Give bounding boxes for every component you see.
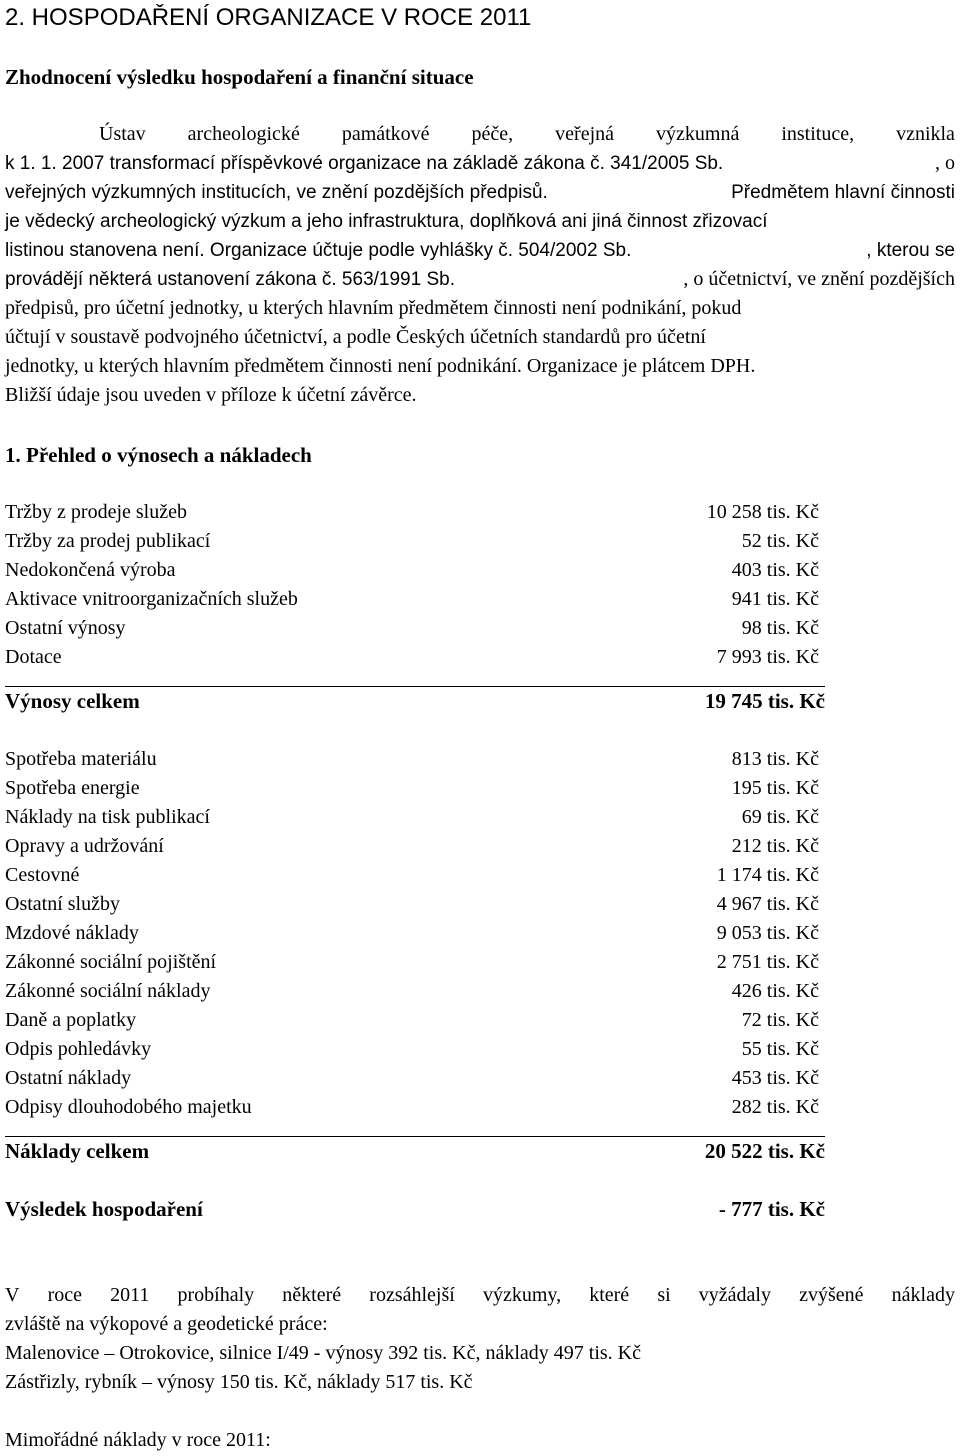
row-value: 1 174 tis. Kč bbox=[716, 864, 819, 886]
row-value: 98 tis. Kč bbox=[741, 617, 819, 639]
closing-word: 2011 bbox=[110, 1284, 150, 1306]
row-label: Opravy a udržování bbox=[5, 835, 164, 857]
row-label: Ostatní náklady bbox=[5, 1067, 132, 1089]
intro-line-5 bbox=[5, 236, 955, 265]
intro-text: , o bbox=[935, 152, 955, 174]
closing-word: výzkumy, bbox=[482, 1284, 562, 1306]
row-label: Spotřeba energie bbox=[5, 777, 140, 799]
row-value: 403 tis. Kč bbox=[731, 559, 819, 581]
row-value: 941 tis. Kč bbox=[731, 588, 819, 610]
table-row bbox=[5, 977, 825, 1006]
table-row bbox=[5, 890, 825, 919]
closing-word: roce bbox=[47, 1284, 82, 1306]
intro-text: , o účetnictví, ve znění pozdějších bbox=[683, 268, 955, 290]
row-label: Náklady celkem bbox=[5, 1139, 150, 1163]
closing-word: které bbox=[589, 1284, 630, 1306]
row-label: Daně a poplatky bbox=[5, 1009, 137, 1031]
closing-text: Mimořádné náklady v roce 2011: bbox=[5, 1429, 271, 1451]
row-label: Cestovné bbox=[5, 864, 80, 886]
row-value: 9 053 tis. Kč bbox=[716, 922, 819, 944]
costs-total-row bbox=[5, 1137, 825, 1166]
intro-text: předpisů, pro účetní jednotky, u kterých hlavním předmětem činnosti není podnikání, pokud bbox=[5, 297, 742, 319]
table-row bbox=[5, 556, 825, 585]
intro-word: Ústav bbox=[99, 123, 146, 145]
closing-word: vyžádaly bbox=[698, 1284, 771, 1306]
row-value: 2 751 tis. Kč bbox=[716, 951, 819, 973]
row-label: Dotace bbox=[5, 646, 62, 668]
row-label: Zákonné sociální pojištění bbox=[5, 951, 217, 973]
closing-line-4 bbox=[5, 1368, 955, 1397]
intro-text: jednotky, u kterých hlavním předmětem činnosti není podnikání. Organizace je plátcem DPH. bbox=[5, 355, 756, 377]
overview-title: 1. Přehled o výnosech a nákladech bbox=[5, 443, 312, 467]
intro-word: vznikla bbox=[896, 123, 955, 145]
intro-word: archeologické bbox=[187, 123, 300, 145]
row-label: Zákonné sociální náklady bbox=[5, 980, 211, 1002]
intro-text: Předmětem hlavní činnosti bbox=[731, 182, 955, 203]
intro-text: listinou stanovena není. Organizace účtuje podle vyhlášky č. 504/2002 Sb. bbox=[5, 240, 632, 261]
row-label: Ostatní výnosy bbox=[5, 617, 126, 639]
closing-line-2 bbox=[5, 1310, 955, 1339]
table-row bbox=[5, 861, 825, 890]
row-label: Odpis pohledávky bbox=[5, 1038, 152, 1060]
closing-word: některé bbox=[282, 1284, 342, 1306]
row-label: Odpisy dlouhodobého majetku bbox=[5, 1096, 252, 1118]
row-value: 55 tis. Kč bbox=[741, 1038, 819, 1060]
table-row bbox=[5, 1064, 825, 1093]
intro-text: účtují v soustavě podvojného účetnictví, a podle Českých účetních standardů pro účetní bbox=[5, 326, 706, 348]
row-value: 195 tis. Kč bbox=[731, 777, 819, 799]
intro-line-1 bbox=[5, 120, 955, 149]
table-row bbox=[5, 643, 825, 672]
row-label: Nedokončená výroba bbox=[5, 559, 176, 581]
intro-line-6 bbox=[5, 265, 955, 294]
row-label: Spotřeba materiálu bbox=[5, 748, 157, 770]
row-label: Tržby za prodej publikací bbox=[5, 530, 211, 552]
intro-paragraph bbox=[5, 120, 955, 410]
closing-text: zvláště na výkopové a geodetické práce: bbox=[5, 1313, 328, 1335]
intro-text: provádějí některá ustanovení zákona č. 563/1991 Sb. bbox=[5, 269, 455, 290]
table-row bbox=[5, 1093, 825, 1122]
closing-word: probíhaly bbox=[177, 1284, 255, 1306]
table-row bbox=[5, 1035, 825, 1064]
intro-line-3 bbox=[5, 178, 955, 207]
intro-line-7 bbox=[5, 294, 955, 323]
revenue-cost-table bbox=[5, 498, 825, 1224]
intro-text: je vědecký archeologický výzkum a jeho infrastruktura, doplňková ani jiná činnost zřizovací bbox=[5, 211, 768, 232]
row-value: 212 tis. Kč bbox=[731, 835, 819, 857]
closing-word: V bbox=[5, 1284, 20, 1306]
closing-line-3 bbox=[5, 1339, 955, 1368]
intro-text: veřejných výzkumných institucích, ve znění pozdějších předpisů. bbox=[5, 182, 548, 203]
intro-line-10 bbox=[5, 381, 955, 410]
intro-text: , kterou se bbox=[866, 240, 955, 261]
closing-line-5 bbox=[5, 1426, 955, 1455]
row-label: Výsledek hospodaření bbox=[5, 1197, 203, 1221]
section-subheading: Zhodnocení výsledku hospodaření a finanční situace bbox=[5, 65, 474, 89]
row-label: Aktivace vnitroorganizačních služeb bbox=[5, 588, 298, 610]
intro-word: veřejná bbox=[555, 123, 615, 145]
intro-word: péče, bbox=[471, 123, 514, 145]
row-value: 813 tis. Kč bbox=[731, 748, 819, 770]
closing-word: si bbox=[657, 1284, 671, 1306]
intro-line-4 bbox=[5, 207, 955, 236]
row-label: Náklady na tisk publikací bbox=[5, 806, 210, 828]
row-label: Mzdové náklady bbox=[5, 922, 139, 944]
table-row bbox=[5, 919, 825, 948]
closing-word: rozsáhlejší bbox=[369, 1284, 455, 1306]
closing-text: Zástřizly, rybník – výnosy 150 tis. Kč, náklady 517 tis. Kč bbox=[5, 1371, 473, 1393]
row-value: 69 tis. Kč bbox=[741, 806, 819, 828]
intro-text: k 1. 1. 2007 transformací příspěvkové organizace na základě zákona č. 341/2005 Sb. bbox=[5, 153, 724, 174]
row-value: 19 745 tis. Kč bbox=[704, 689, 825, 713]
table-row bbox=[5, 585, 825, 614]
table-row bbox=[5, 1006, 825, 1035]
spacer bbox=[5, 1166, 825, 1195]
intro-word: výzkumná bbox=[656, 123, 740, 145]
closing-line-1 bbox=[5, 1281, 955, 1310]
row-label: Výnosy celkem bbox=[5, 689, 140, 713]
closing-word: náklady bbox=[891, 1284, 955, 1306]
table-row bbox=[5, 745, 825, 774]
row-value: 10 258 tis. Kč bbox=[706, 501, 819, 523]
closing-text: Malenovice – Otrokovice, silnice I/49 - výnosy 392 tis. Kč, náklady 497 tis. Kč bbox=[5, 1342, 641, 1364]
row-label: Ostatní služby bbox=[5, 893, 120, 915]
row-value: - 777 tis. Kč bbox=[718, 1197, 825, 1221]
chapter-heading: 2. HOSPODAŘENÍ ORGANIZACE V ROCE 2011 bbox=[5, 4, 532, 31]
table-row bbox=[5, 803, 825, 832]
closing-word: zvýšené bbox=[799, 1284, 864, 1306]
spacer bbox=[5, 1397, 955, 1426]
intro-line-8 bbox=[5, 323, 955, 352]
row-label: Tržby z prodeje služeb bbox=[5, 501, 187, 523]
row-value: 7 993 tis. Kč bbox=[716, 646, 819, 668]
row-value: 453 tis. Kč bbox=[731, 1067, 819, 1089]
intro-word: památkové bbox=[341, 123, 430, 145]
table-row bbox=[5, 498, 825, 527]
revenues-total-row bbox=[5, 687, 825, 716]
result-row bbox=[5, 1195, 825, 1224]
row-value: 4 967 tis. Kč bbox=[716, 893, 819, 915]
table-row bbox=[5, 774, 825, 803]
table-row bbox=[5, 948, 825, 977]
spacer bbox=[5, 716, 825, 745]
intro-word: instituce, bbox=[781, 123, 855, 145]
intro-line-9 bbox=[5, 352, 955, 381]
closing-paragraph bbox=[5, 1281, 955, 1455]
intro-text: Bližší údaje jsou uveden v příloze k účetní závěrce. bbox=[5, 384, 417, 406]
row-value: 282 tis. Kč bbox=[731, 1096, 819, 1118]
table-row bbox=[5, 527, 825, 556]
table-row bbox=[5, 614, 825, 643]
row-value: 52 tis. Kč bbox=[741, 530, 819, 552]
table-row bbox=[5, 832, 825, 861]
row-value: 426 tis. Kč bbox=[731, 980, 819, 1002]
row-value: 72 tis. Kč bbox=[741, 1009, 819, 1031]
intro-line-2 bbox=[5, 149, 955, 178]
row-value: 20 522 tis. Kč bbox=[704, 1139, 825, 1163]
